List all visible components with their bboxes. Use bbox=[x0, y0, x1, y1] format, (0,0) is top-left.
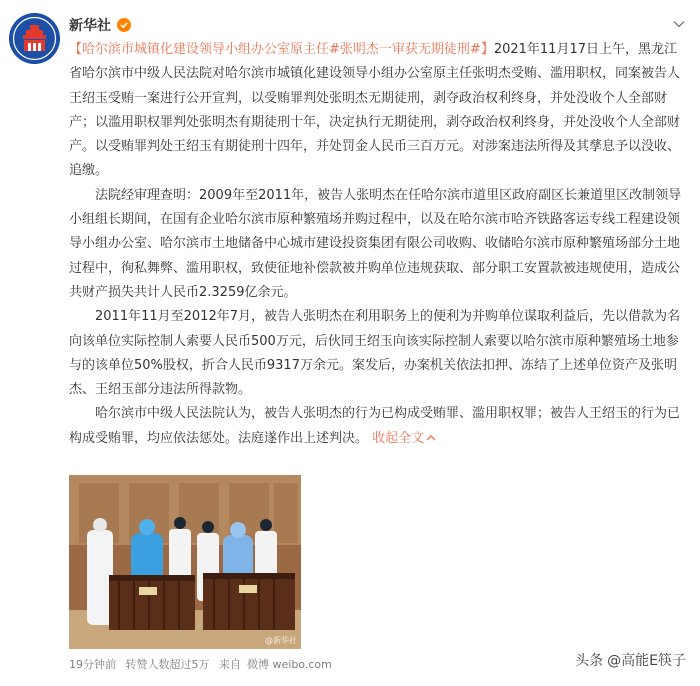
topic-tag[interactable]: #张明杰一审获无期徒刑# bbox=[329, 42, 481, 57]
paragraph-3-text: 2011年11月至2012年7月，被告人张明杰在利用职务上的便利为并购单位谋取利益后，先以借款为名向该单位实际控制人索要人民币500万元，后伙同王绍玉向该实际控制人索要以哈尔滨市原种繁殖场土地参与的该单位50%股权，折合人民币9317万余元。案发后，办案机关依法扣押、冻结了上述单位资产及张明杰、王绍玉部分违法所得款物。 bbox=[69, 309, 680, 398]
collapse-button[interactable] bbox=[372, 431, 436, 446]
verified-badge-icon bbox=[117, 18, 131, 32]
post-header bbox=[69, 15, 131, 35]
post-time[interactable]: 19分钟前 bbox=[69, 658, 116, 671]
paragraph-3 bbox=[69, 305, 689, 402]
paragraph-4 bbox=[69, 402, 689, 451]
xinhua-logo-icon bbox=[9, 13, 60, 64]
source-watermark bbox=[575, 650, 686, 670]
repost-count: 转赞人数超过5万 bbox=[125, 658, 210, 671]
photo-watermark: @新华社 bbox=[265, 636, 297, 645]
avatar[interactable] bbox=[9, 13, 60, 64]
paragraph-2 bbox=[69, 184, 689, 305]
source-prefix: 来自 bbox=[219, 658, 241, 671]
post-text bbox=[69, 38, 689, 451]
paragraph-2-text: 法院经审理查明：2009年至2011年，被告人张明杰在任哈尔滨市道里区政府副区长兼道里区改制领导小组组长期间，在国有企业哈尔滨市原种繁殖场并购过程中，以及在哈尔滨市哈齐铁路客运专线工程建设领导小组办公室、哈尔滨市土地储备中心城市建设投资集团有限公司收购、收储哈尔滨市原种繁殖场部分土地过程中，徇私舞弊、滥用职权，致使征地补偿款被并购单位违规获取、部分职工安置款被违规使用，造成公共财产损失共计人民币2.3259亿余元。 bbox=[69, 187, 682, 300]
chevron-down-icon[interactable] bbox=[672, 16, 686, 30]
post-source[interactable]: 微博 weibo.com bbox=[247, 658, 332, 671]
watermark-account: @高能E筷子 bbox=[607, 653, 686, 669]
post-photo[interactable] bbox=[69, 475, 301, 649]
chevron-up-icon bbox=[426, 434, 436, 442]
watermark-platform: 头条 bbox=[575, 653, 604, 669]
post-footer bbox=[69, 656, 338, 672]
paragraph-4-text: 哈尔滨市中级人民法院认为，被告人张明杰的行为已构成受贿罪、滥用职权罪；被告人王绍玉的行为已构成受贿罪，均应依法惩处。法庭遂作出上述判决。 bbox=[69, 406, 681, 446]
paragraph-1 bbox=[69, 38, 689, 184]
collapse-label: 收起全文 bbox=[372, 430, 425, 446]
headline-link[interactable]: 【哈尔滨市城镇化建设领导小组办公室原主任 bbox=[69, 42, 330, 57]
paragraph-1-text: 2021年11月17日上午，黑龙江省哈尔滨市中级人民法院对哈尔滨市城镇化建设领导小组办公室原主任张明杰受贿、滥用职权，同案被告人王绍玉受贿一案进行公开宣判，以受贿罪判处张明杰无期徒刑，剥夺政治权利终身，并处没收个人全部财产；以滥用职权罪判处张明杰有期徒刑十年，决定执行无期徒刑，剥夺政治权利终身，并处没收个人全部财产。以受贿罪判处王绍玉有期徒刑十四年，并处罚金人民币三百万元。对涉案违法所得及其孳息予以没收、追缴。 bbox=[69, 42, 681, 179]
author-name[interactable]: 新华社 bbox=[69, 18, 111, 34]
courtroom-photo bbox=[69, 475, 301, 649]
headline-link-end: 】 bbox=[480, 42, 494, 57]
